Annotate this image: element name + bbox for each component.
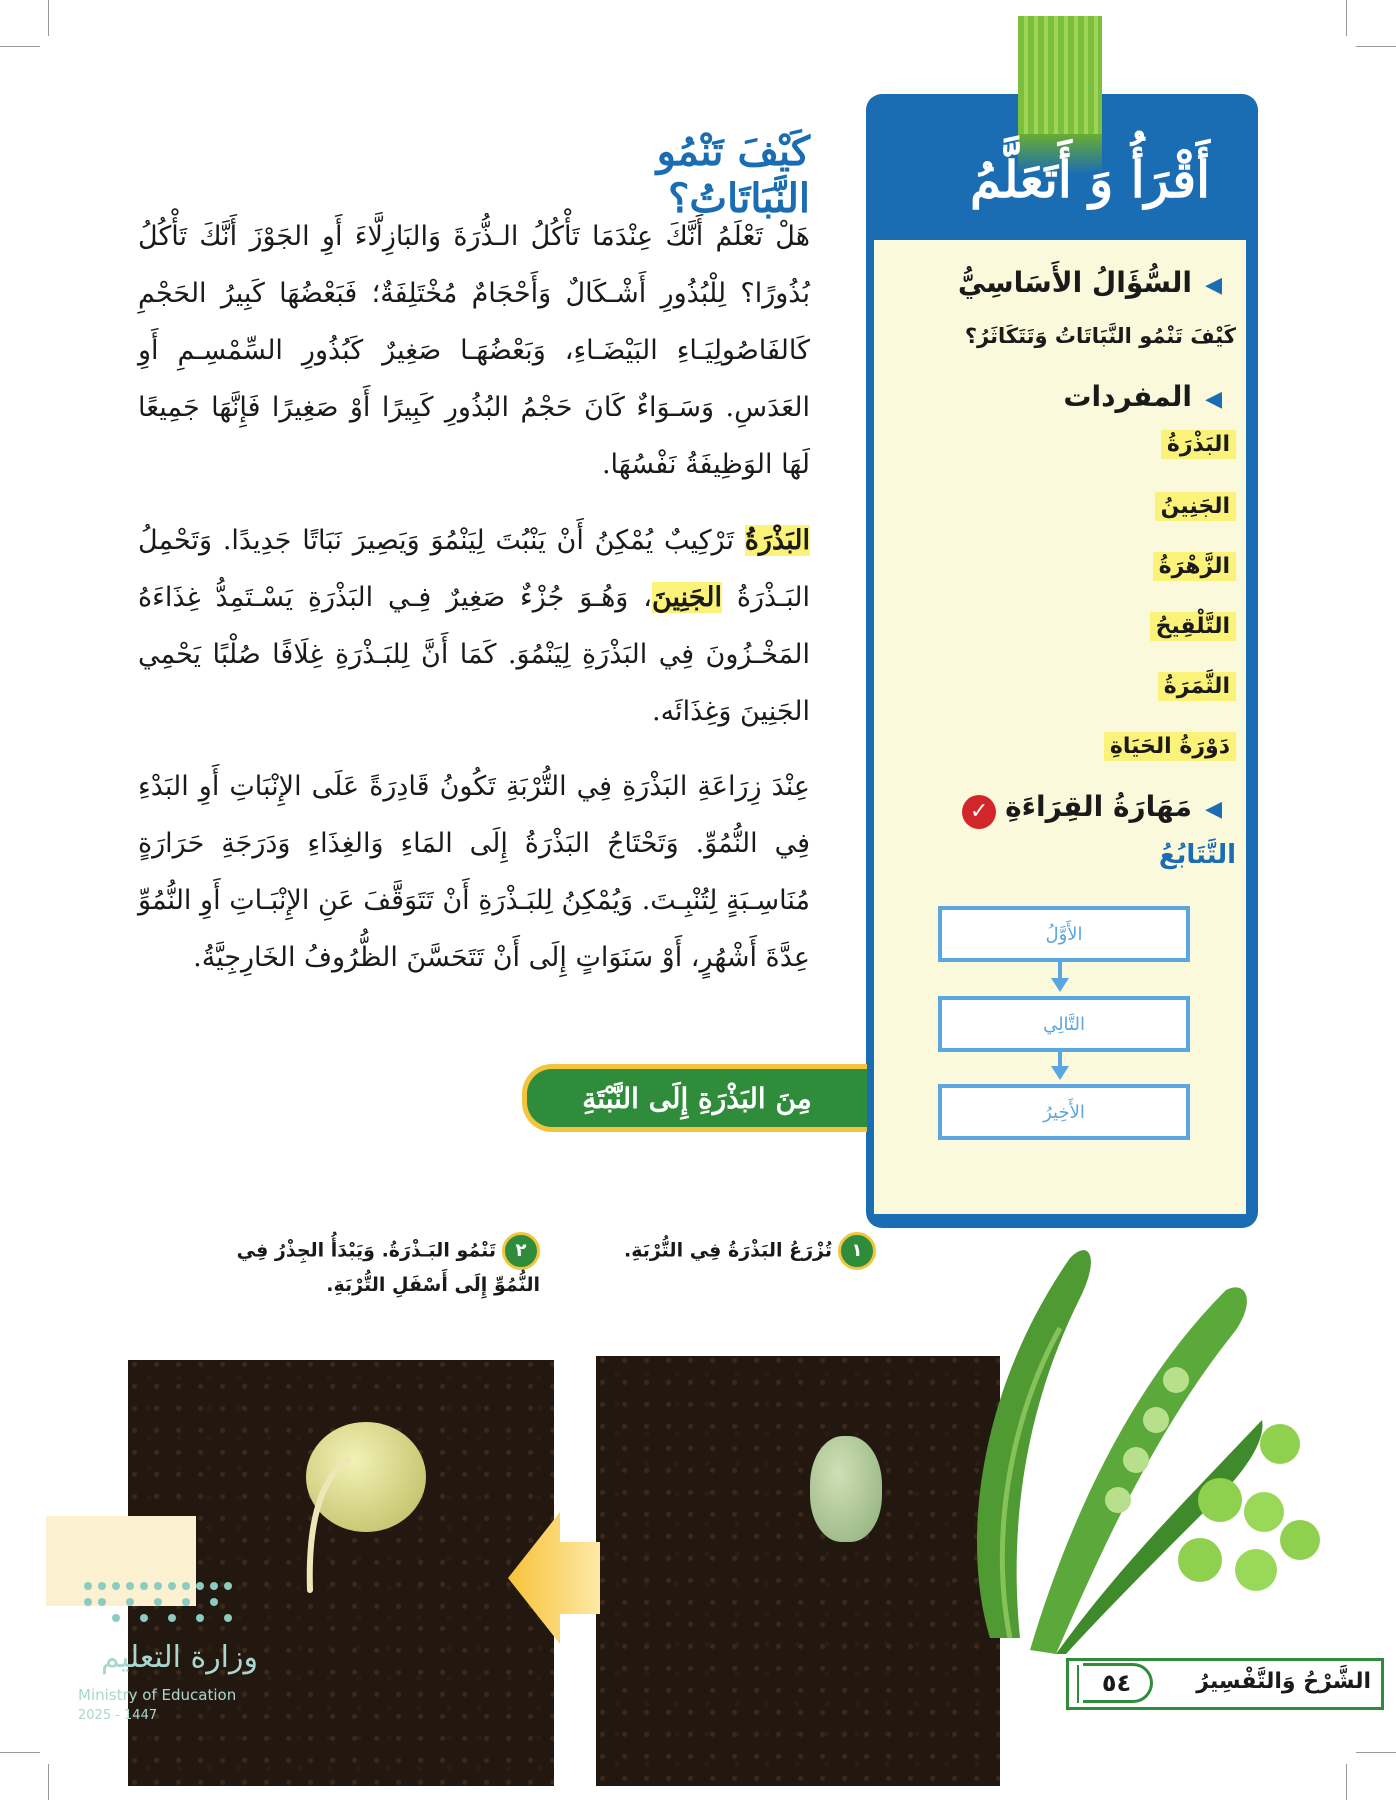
essential-question-heading-row bbox=[890, 266, 1222, 299]
panel-title: أَقْرَأُ وَ أَتَعَلَّمُ bbox=[970, 150, 1210, 209]
paragraph-2: البَذْرَةُ تَرْكِيبٌ يُمْكِنُ أَنْ يَنْبُتَ لِيَنْمُوَ وَيَصِيرَ نَبَاتًا جَدِيدًا. وَتَحْمِلُ البَـذْرَةُ الجَنِينَ، وَهُـوَ جُزْءٌ صَغِيرٌ فِـي البَذْرَةِ يَسْـتَمِدُّ غِذَاءَهُ المَخْـزُونَ فِي البَذْرَةِ لِيَنْمُوَ. كَمَا أَنَّ لِلبَـذْرَةِ غِلَافًا صُلْبًا يَحْمِي الجَنِينَ وَغِذَائَه. bbox=[138, 525, 810, 727]
sequence-box-last: الأَخِيرُ bbox=[938, 1084, 1190, 1140]
footer-bar bbox=[1066, 1658, 1384, 1710]
arrow-down-icon bbox=[1051, 978, 1069, 992]
watermark-year: 2025 - 1447 bbox=[78, 1708, 158, 1723]
term-embryo: الجَنِينَ bbox=[651, 582, 722, 613]
page-number: ٥٤ bbox=[1083, 1663, 1153, 1703]
step-number: ٢ bbox=[502, 1232, 540, 1270]
vocab-item: التَّلْقِيحُ bbox=[1060, 614, 1236, 639]
paragraph-1: هَلْ تَعْلَمُ أَنَّكَ عِنْدَمَا تَأْكُلُ الـذُّرَةَ وَالبَازِلَّاءَ أَوِ الجَوْزَ أَنَّكَ تَأْكُلُ بُذُورًا؟ لِلْبُذُورِ أَشْـكَالٌ وَأَحْجَامٌ مُخْتَلِفَةٌ؛ فَبَعْضُهَا كَبِيرُ الحَجْمِ كَالفَاصُولِيَـاءِ البَيْضَـاءِ، وَبَعْضُهَـا صَغِيرٌ كَبُذُورِ السِّمْسِـمِ أَوِ العَدَسِ. وَسَـوَاءٌ كَانَ حَجْمُ البُذُورِ كَبِيرًا أَوْ صَغِيرًا فَإِنَّهَا جَمِيعًا لَهَا الوَظِيفَةُ نَفْسُهَا. bbox=[138, 221, 810, 480]
triangle-bullet-icon: ◀ bbox=[1205, 273, 1222, 298]
checkmark-icon: ✓ bbox=[962, 795, 996, 829]
caption-step-2: ٢تَنْمُو البَـذْرَةُ. وَيَبْدَأُ الجِذْرُ فِي النُّمُوِّ إِلَى أَسْفَلِ التُّرْبَةِ. bbox=[190, 1232, 540, 1300]
vocab-item: البَذْرَةُ bbox=[1060, 432, 1236, 457]
vocab-heading-row bbox=[890, 380, 1222, 413]
reading-skill-heading-row bbox=[880, 790, 1222, 829]
vocab-item: الزَّهْرَةُ bbox=[1060, 554, 1236, 579]
soil-photo-step-1 bbox=[596, 1356, 1000, 1786]
caption-step-1: ١تُزْرَعُ البَذْرَةُ فِي التُّرْبَةِ. bbox=[580, 1232, 876, 1270]
watermark-arabic: وزارة التعليم bbox=[100, 1640, 258, 1675]
vocab-item: الثَّمَرَةُ bbox=[1060, 674, 1236, 699]
sequence-box-first: الأَوَّلُ bbox=[938, 906, 1190, 962]
watermark-english: Ministry of Education bbox=[78, 1686, 237, 1704]
step-number: ١ bbox=[838, 1232, 876, 1270]
section-heading: كَيْفَ تَنْمُو النَّبَاتَاتُ؟ bbox=[656, 128, 810, 222]
essential-question-heading: السُّؤَالُ الأَسَاسِيُّ bbox=[957, 266, 1192, 299]
peas-image bbox=[1160, 1420, 1336, 1610]
root-image bbox=[288, 1440, 368, 1600]
seed-image bbox=[810, 1436, 882, 1542]
arrow-down-icon bbox=[1051, 1066, 1069, 1080]
vocab-item: الجَنِينُ bbox=[1060, 494, 1236, 519]
paragraph-3: عِنْدَ زِرَاعَةِ البَذْرَةِ فِي التُّرْبَةِ تَكُونُ قَادِرَةً عَلَى الإِنْبَاتِ أَوِ البَدْءِ فِي النُّمُوِّ. وَتَحْتَاجُ البَذْرَةُ إِلَى المَاءِ وَالغِذَاءِ وَدَرَجَةِ حَرَارَةٍ مُنَاسِـبَةٍ لِتُنْبِـتَ. وَيُمْكِنُ لِلبَـذْرَةِ أَنْ تَتَوَقَّفَ عَنِ الإِنْبَـاتِ أَوِ النُّمُوِّ عِدَّةَ أَشْهُرٍ، أَوْ سَنَوَاتٍ إِلَى أَنْ تَتَحَسَّنَ الظُّرُوفُ الخَارِجِيَّةُ. bbox=[138, 771, 810, 973]
sequence-box-next: التَّالِي bbox=[938, 996, 1190, 1052]
term-seed: البَذْرَةُ bbox=[744, 525, 810, 556]
reading-skill-heading: مَهَارَةُ القِرَاءَةِ bbox=[1005, 790, 1192, 823]
footer-section-title: الشَّرْحُ وَالتَّفْسِيرُ bbox=[1196, 1669, 1371, 1694]
reading-skill: التَّتَابُعُ bbox=[1158, 840, 1236, 870]
vocab-item: دَوْرَةُ الحَيَاةِ bbox=[1020, 734, 1236, 759]
triangle-bullet-icon: ◀ bbox=[1205, 387, 1222, 412]
triangle-bullet-icon: ◀ bbox=[1205, 797, 1222, 822]
arrow-left-icon bbox=[508, 1512, 600, 1644]
vocab-heading: المفردات bbox=[1063, 380, 1192, 413]
moe-logo-icon bbox=[80, 1578, 250, 1626]
section-banner: مِنَ البَذْرَةِ إِلَى النَّبْتَةِ bbox=[522, 1064, 867, 1132]
bookmark-ribbon bbox=[1018, 16, 1102, 134]
essential-question: كَيْفَ تَنْمُو النَّبَاتَاتُ وَتَتَكَاثَرُ؟ bbox=[964, 324, 1236, 348]
